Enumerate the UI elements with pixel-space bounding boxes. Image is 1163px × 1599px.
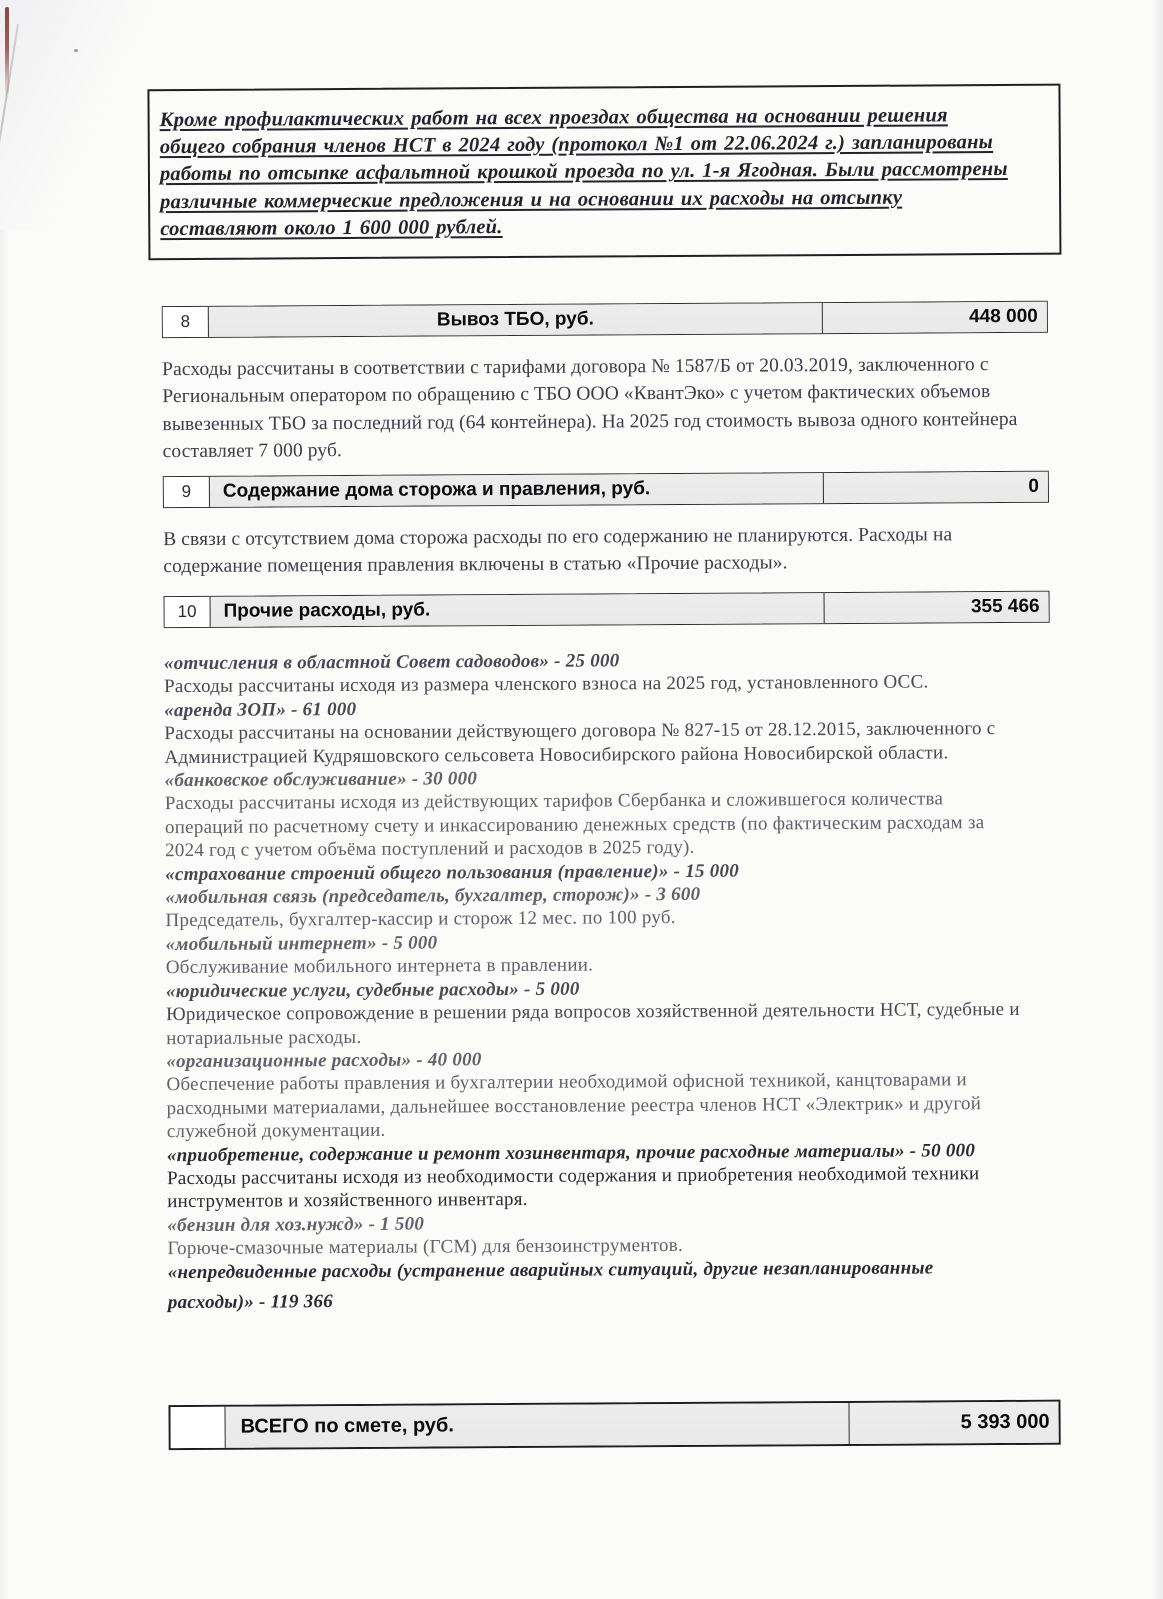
expense-note-line: Юридическое сопровождение в решении ряда вопросов хозяйственной деятельности НСТ, судебные и (166, 999, 1020, 1026)
row-label-cell: Прочие расходы, руб. (210, 593, 824, 627)
budget-row-10 (164, 591, 1050, 628)
tbo-note-line: Региональным оператором по обращению с ТБО ООО «КвантЭко» с учетом фактических объемов (162, 381, 991, 408)
total-value-cell: 5 393 000 (848, 1402, 1058, 1444)
tbo-note-line: вывезенных ТБО за последний год (64 контейнера). На 2025 год стоимость вывоза одного контейнера (162, 408, 1018, 435)
expense-note-line: Расходы рассчитаны исходя из размера членского взноса на 2025 год, установленного ОСС. (164, 671, 929, 698)
row-value-cell: 0 (823, 472, 1048, 503)
resolution-note-box (147, 84, 1061, 261)
expense-item-line: «юридические услуги, судебные расходы» - 5 000 (165, 978, 580, 1002)
expense-note-line: служебной документации. (166, 1119, 386, 1143)
expense-item-line: «мобильная связь (председатель, бухгалтер, сторож)» - 3 600 (165, 883, 701, 909)
guard-note-line: В связи с отсутствием дома сторожа расходы по его содержанию не планируются. Расходы на (163, 524, 953, 551)
tbo-note-paragraph (162, 351, 1063, 466)
expense-note-line: инструментов и хозяйственного инвентаря. (167, 1189, 528, 1213)
expense-note-line: Председатель, бухгалтер-кассир и сторож 12 мес. по 100 руб. (165, 907, 676, 932)
resolution-note-line: работы по отсыпке асфальтной крошкой проезда по ул. 1-я Ягодная. Были рассмотрены (159, 158, 1008, 186)
expense-note-line: операций по расчетному счету и инкассированию денежных средств (по фактическим расходам за (164, 811, 985, 838)
expense-note-line: Горюче-смазочные материалы (ГСМ) для бензоинструментов. (167, 1235, 684, 1260)
expense-note-line: расходными материалами, дальнейшее восстановление реестра членов НСТ «Электрик» и другой (166, 1092, 982, 1119)
tbo-note-line: Расходы рассчитаны в соответствии с тарифами договора № 1587/Б от 20.03.2019, заключенного с (162, 354, 989, 381)
total-row (168, 1400, 1060, 1450)
guard-note-line: содержание помещения правления включены в статью «Прочие расходы». (163, 552, 788, 578)
resolution-note-line: общего собрания членов НСТ в 2024 году (протокол №1 от 22.06.2024 г.) запланированы (159, 131, 994, 159)
row-label-cell: Содержание дома сторожа и правления, руб. (209, 473, 823, 507)
expense-note-line: 2024 год с учетом объёма поступлений и расходов в 2025 году). (165, 837, 695, 862)
row-value-cell: 355 466 (824, 592, 1049, 623)
expense-item-line: «приобретение, содержание и ремонт хозинвентаря, прочие расходные материалы» - 50 000 (166, 1139, 976, 1166)
expense-item-line: «аренда ЗОП» - 61 000 (164, 698, 357, 721)
row-label-cell: Вывоз ТБО, руб. (208, 303, 822, 337)
total-label-cell: ВСЕГО по смете, руб. (224, 1403, 848, 1448)
expense-note-line: Расходы рассчитаны исходя из действующих тарифов Сбербанка и сложившегося количества (164, 788, 944, 815)
row-number-cell: 10 (165, 597, 210, 627)
resolution-note-line: Кроме профилактических работ на всех проездах общества на основании решения (159, 104, 948, 132)
expense-item-line: «банковское обслуживание» - 30 000 (164, 768, 478, 792)
expense-item-line: «мобильный интернет» - 5 000 (165, 932, 438, 956)
other-expenses-list (164, 646, 1118, 1314)
expense-item-line: расходы)» - 119 366 (167, 1291, 334, 1314)
expense-item-line: «бензин для хоз.нужд» - 1 500 (167, 1213, 425, 1236)
budget-row-8 (162, 301, 1048, 338)
budget-row-9 (163, 471, 1049, 508)
row-value-cell: 448 000 (822, 302, 1047, 333)
expense-note-line: Расходы рассчитаны исходя из необходимости содержания и приобретения необходимой техники (167, 1163, 980, 1190)
expense-note-line: нотариальные расходы. (166, 1026, 362, 1049)
tbo-note-line: составляет 7 000 руб. (162, 440, 342, 463)
expense-item-line: «организационные расходы» - 40 000 (166, 1049, 482, 1073)
expense-note-line: Обеспечение работы правления и бухгалтерии необходимой офисной техникой, канцтоварами и (166, 1069, 967, 1096)
row-number-cell (170, 1407, 224, 1448)
expense-note-line: Обслуживание мобильного интернета в правлении. (165, 954, 594, 979)
row-number-cell: 9 (164, 477, 209, 507)
resolution-note-line: различные коммерческие предложения и на основании их расходы на отсыпку (160, 186, 903, 213)
row-number-cell: 8 (163, 307, 208, 337)
resolution-note-line: составляют около 1 600 000 рублей. (160, 215, 503, 240)
expense-item-line: «отчисления в областной Совет садоводов» - 25 000 (163, 650, 620, 675)
expense-item-line: «непредвиденные расходы (устранение аварийных ситуаций, другие незапланированные (167, 1257, 934, 1283)
expense-item-line: «страхование строений общего пользования (правление)» - 15 000 (165, 860, 739, 885)
expense-note-line: Расходы рассчитаны на основании действующего договора № 827-15 от 28.12.2015, заключенного с (164, 718, 996, 745)
expense-note-line: Администрацией Кудряшовского сельсовета Новосибирского района Новосибирской области. (164, 741, 949, 768)
guard-house-note-paragraph (163, 521, 1063, 581)
